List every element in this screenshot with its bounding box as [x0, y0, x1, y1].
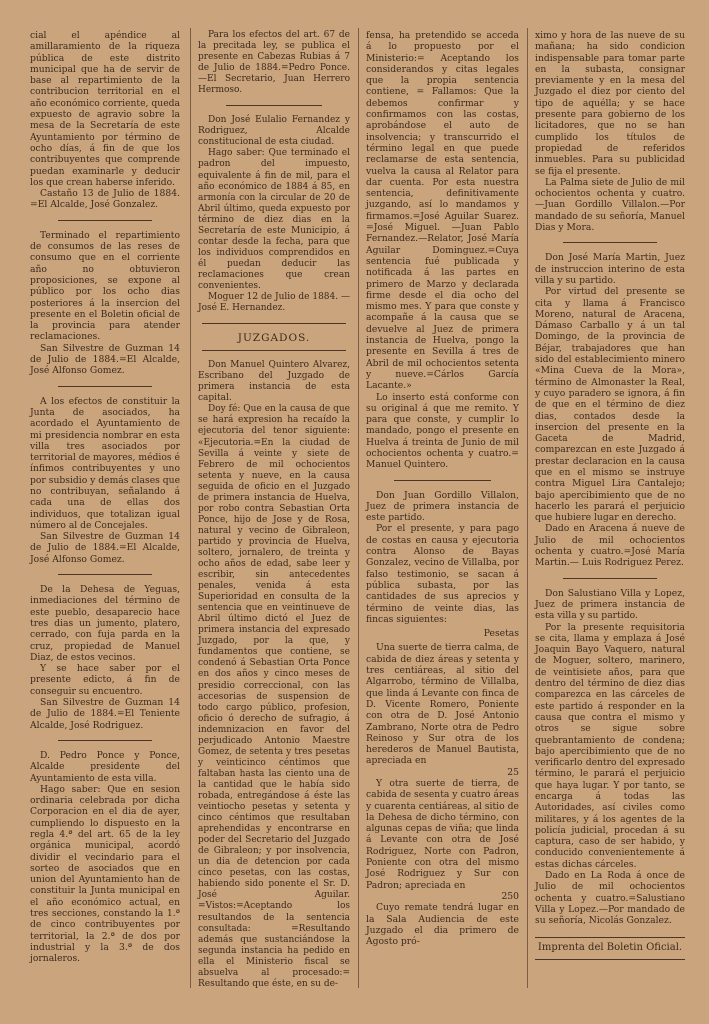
- notice-gordillo-continued: ximo y hora de las nueve de su mañana; ha sido condicion indispensable para tomar parte en la subasta, consignar previamente y en la mesa del Juzgado el diez por ciento del tipo de aquélla; y se hace presente para gobierno de los licitadores, que no se han cumplido los títulos de propiedad de referidos inmuebles. Para su publicidad se fija el presente.: [535, 30, 685, 177]
- notice-jumento-b: Y se hace saber por el presente edicto, á fin de conseguir su encuentro.: [30, 663, 180, 697]
- property-item-2-amount: 250: [501, 890, 519, 902]
- property-item-2-text: Y otra suerte de tierra, de cabida de sesenta y cuatro áreas y cuarenta centiáreas, al sitio de la Dehesa de dicho término, con algunas cepas de viña; que linda á Levante con otra de José Rodriguez, Norte con Padron, Poniente con otra del mismo José Rodriguez y Sur con Padron; apreciada en: [366, 778, 519, 891]
- notice-gordillo-remate: Cuyo remate tendrá lugar en la Sala Audiencia de este Juzgado el dia primero de Agosto pró-: [366, 902, 519, 948]
- notice-junta-signature: San Silvestre de Guzman 14 de Julio de 1884.=El Alcalde, José Alfonso Gomez.: [30, 531, 180, 565]
- property-item-1: [366, 642, 519, 778]
- notice-castano: cial el apéndice al amillaramiento de la riqueza pública de este distrito municipal que ha de servir de base al repartimiento de la contribucion territorial en el año económico corriente, queda expuesto de agravio sobre la mesa de la Secretaría de este Ayuntamiento por término de ocho días, á fin de que los contribuyentes que comprende puedan examinarle y deducir los que crean haberse inferido.: [30, 30, 180, 188]
- separator: [563, 578, 657, 579]
- column-1: [30, 30, 180, 965]
- notice-castano-signature: Castaño 13 de Julio de 1884. =El Alcalde, José Gonzalez.: [30, 188, 180, 211]
- printer-imprint: Imprenta del Boletin Oficial.: [537, 941, 683, 953]
- separator: [563, 242, 657, 243]
- property-item-1-amount: 25: [507, 766, 519, 778]
- separator: [58, 386, 152, 387]
- notice-gordillo-title: Don Juan Gordillo Villalon, Juez de primera instancia de este partido.: [366, 489, 519, 524]
- column-4: [535, 30, 685, 964]
- separator: [394, 480, 491, 481]
- notice-jumento: De la Dehesa de Yeguas, inmediaciones del término de este pueblo, desaparecio hace tres dias un jumento, platero, cerrado, con fuja parda en la cruz, propiedad de Manuel Diaz, de estos vecinos.: [30, 584, 180, 663]
- separator: [58, 574, 152, 575]
- footer-rule: [535, 959, 685, 960]
- notice-consumos-signature: San Silvestre de Guzman 14 de Julio de 1884.=El Alcalde, José Alfonso Gomez.: [30, 342, 180, 377]
- notice-consumos: Terminado el repartimiento de consumos de las reses de consumo que en el corriente año no obtuvieron proposiciones, se expone al público por los ocho dias posteriores á la insercion del presente en el Boletin oficial de la provincia para atender reclamaciones.: [30, 229, 180, 343]
- notice-martin-signature: Dado en Aracena á nueve de Julio de mil ochocientos ochenta y cuatro.=José María Martin.— Luis Rodriguez Perez.: [535, 523, 685, 569]
- notice-villa-signature: Dado en La Roda á once de Julio de mil ochocientos ochenta y cuatro.=Salustiano Villa y Lopez.—Por mandado de su señoría, Nicolás Gonzalez.: [535, 870, 685, 927]
- notice-ponce-publish: Para los efectos del art. 67 de la precitada ley, se publica el presente en Cabezas Rubias á 7 de Julio de 1884.=Pedro Ponce. —El Secretario, Juan Herrero Hermoso.: [198, 30, 350, 96]
- notice-quintero-closing: Lo inserto está conforme con su original á que me remito. Y para que conste, y cumplir lo mandado, pongo el presente en Huelva á treinta de Junio de mil ochocientos ochenta y cuatro.= Manuel Quintero.: [366, 391, 519, 471]
- notice-fernandez-title: Don José Eulalio Fernandez y Rodriguez, Alcalde constitucional de esta ciudad.: [198, 115, 350, 148]
- notice-gordillo-signature: La Palma siete de Julio de mil ochocientos ochenta y cuatro. —Juan Gordillo Villalon.—Por mandado de su señoría, Manuel Dias y Mora.: [535, 176, 685, 234]
- column-3: [366, 30, 519, 947]
- separator: [58, 220, 152, 221]
- section-heading-juzgados: JUZGADOS.: [237, 332, 311, 345]
- footer-rule: [535, 937, 685, 938]
- column-2: [198, 30, 350, 990]
- property-item-2: [366, 778, 519, 902]
- notice-martin-title: Don José María Martin, Juez de instruccion interino de esta villa y su partido.: [535, 252, 685, 286]
- column-rule: [190, 28, 191, 988]
- property-item-1-text: Una suerte de tierra calma, de cabida de diez áreas y setenta y tres centiáreas, al sitio del Algarrobo, término de Villalba, que linda á Levante con finca de D. Vicente Romero, Poniente con otra de D. José Antonio Zambrano, Norte otra de Pedro Reinoso y Sur otra de los herederos de Manuel Bautista, apreciada en: [366, 642, 519, 767]
- pesetas-header: Pesetas: [483, 628, 519, 640]
- notice-quintero-continued: fensa, ha pretendido se acceda á lo propuesto por el Ministerio:= Aceptando los considerandos y citas legales que la propia sentencia contiene, = Fallamos: Que la debemos confirmar y confirmamos con las costas, aprobándose el auto de insolvencia; y transcurrido el término legal en que puede reclamarse de esta sentencia, vuelva la causa al Relator para dar cuenta. Por esta nuestra sentencia, definitivamente juzgando, así lo mandamos y firmamos.=José Aguilar Suarez. =José Miguel. —Juan Pablo Fernandez.—Relator, José María Aguilar Dominguez.=Cuya sentencia fué publicada y notificada á las partes en primero de Marzo y declarada firme desde el dia ocho del mismo mes. Y para que conste y acompañe á la causa que se devuelve al Juez de primera instancia de Huelva, pongo la presente en Sevilla á tres de Abril de mil ochocientos setenta y nueve.=Cárlos García Lacante.»: [366, 30, 519, 392]
- notice-quintero-body: Doy fé: Que en la causa de que se hará expresion ha recaído la ejecutoria del tenor siguiente: «Ejecutoria.=En la ciudad de Sevilla á veinte y siete de Febrero de mil ochocientos setenta y nueve, en la causa seguida de oficio en el Juzgado de primera instancia de Huelva, por robo contra Sebastian Orta Ponce, hijo de Jose y de Rosa, natural y vecino de Gibraleon, partido y provincia de Huelva, soltero, jornalero, de treinta y ocho años de edad, sabe leer y escribir, sin antecedentes penales, venida á esta Superioridad en consulta de la sentencia que en veintinueve de Abril último dictó el Juez de primera instancia del expresado Juzgado, por la que, y fundamentos que contiene, se condenó á Sebastian Orta Ponce en dos años y cinco meses de presidio correccional, con las accesorias de suspension de todo cargo público, profesion, oficio ó derecho de sufragio, á indemnizacion en favor del perjudicado Antonio Maestre Gomez, de setenta y tres pesetas y veinticinco céntimos que faltaban hasta las ciento una de la cantidad que le había sido robada, entregándose á éste las veintiocho pesetas y setenta y cinco céntimos que resultaban aprehendidas y encontrarse en poder del Secretario del Juzgado de Gibraleon; y por insolvencia, un dia de detencion por cada cinco pesetas, con las costas, habiendo sido ponente el Sr. D. José Aguilar. =Vistos:=Aceptando los resultandos de la sentencia consultada: =Resultando además que sustanciándose la segunda instancia ha pedido en ella el Ministerio fiscal se absuelva al procesado:= Resultando que éste, en su de-: [198, 404, 350, 989]
- notice-martin-body: Por virtud del presente se cita y llama á Francisco Moreno, natural de Aracena, Dámaso Carballo y á un tal Domingo, de la provincia de Béjar, trabajadores que han sido del establecimiento minero «Mina Cueva de la Mora», término de Almonaster la Real, y cuyo paradero se ignora, á fin de que en el término de diez dias, contados desde la insercion del presente en la Gaceta de Madrid, comparezcan en este Juzgado á prestar declaracion en la causa que en el mismo se instruye contra Miguel Lira Cantalejo; bajo apercibimiento que de no hacerlo les parará el perjuicio que hubiere lugar en derecho.: [535, 286, 685, 524]
- notice-gordillo-body: Por el presente, y para pago de costas en causa y ejecutoria contra Alonso de Bayas Gonzalez, vecino de Villalba, por falso testimonio, se sacan á pública subasta, por las cantidades de sus aprecios y término de veinte dias, las fincas siguientes:: [366, 523, 519, 625]
- notice-fernandez-signature: Moguer 12 de Julio de 1884. —José E. Hernandez.: [198, 292, 350, 314]
- notice-villa-title: Don Salustiano Villa y Lopez, Juez de primera instancia de esta villa y su partido.: [535, 587, 685, 622]
- notice-quintero-title: Don Manuel Quintero Alvarez, Escribano del Juzgado de primera instancia de esta capital.: [198, 360, 350, 404]
- separator: [202, 350, 346, 351]
- column-rule: [358, 28, 359, 988]
- separator: [58, 740, 152, 741]
- notice-ponce-body: Hago saber: Que en sesion ordinaria celebrada por dicha Corporacion en el dia de ayer, cumpliendo lo dispuesto en la regla 4.ª del art. 65 de la ley orgánica municipal, acordó dividir el vecindario para el sorteo de asociados que en union del Ayuntamiento han de constituir la Junta municipal en el año económico actual, en tres secciones, constando la 1.ª de cinco contribuyentes por territorial, la 2.ª de dos por industrial y la 3.ª de dos jornaleros.: [30, 783, 180, 965]
- notice-villa-body: Por la presente requisitoria se cita, llama y emplaza á José Joaquin Bayo Vaquero, natural de Moguer, soltero, marinero, de veintisiete años, para que dentro del término de diez dias comparezca en las cárceles de este partido á responder en la causa que contra el mismo y otros se sigue sobre quebrantamiento de condena; bajo apercibimiento que de no verificarlo dentro del expresado término, le parará el perjuicio que haya lugar. Y por tanto, se encarga á todas las Autoridades, así civiles como militares, y á los agentes de la policía judicial, procedan á su captura, caso de ser habido, y conducido convenientemente á estas dichas cárceles.: [535, 621, 685, 870]
- column-rule: [527, 28, 528, 988]
- notice-jumento-signature: San Silvestre de Guzman 14 de Julio de 1884.=El Teniente Alcalde, José Rodriguez.: [30, 697, 180, 731]
- notice-fernandez-body: Hago saber: Que terminado el padron del impuesto, equivalente á fin de mil, para el año económico de 1884 á 85, en armonía con la circular de 20 de Abril último, queda expuesto por término de diez dias en la Secretaría de este Municipio, á contar desde la fecha, para que los individuos comprendidos en él puedan deducir las reclamaciones que crean convenientes.: [198, 148, 350, 291]
- separator: [202, 323, 346, 324]
- notice-ponce-title: D. Pedro Ponce y Ponce, Alcalde presidente del Ayuntamiento de esta villa.: [30, 749, 180, 784]
- separator: [226, 105, 322, 106]
- notice-junta: A los efectos de constituir la Junta de asociados, ha acordado el Ayuntamiento de mi presidencia nombrar en esta villa tres asociados por territorial de mayores, médios é ínfimos contribuyentes y uno por subsidio y demás clases que no contribuyan, señalando á cada una de ellas dos individuos, que totalizan igual número al de Concejales.: [30, 395, 181, 531]
